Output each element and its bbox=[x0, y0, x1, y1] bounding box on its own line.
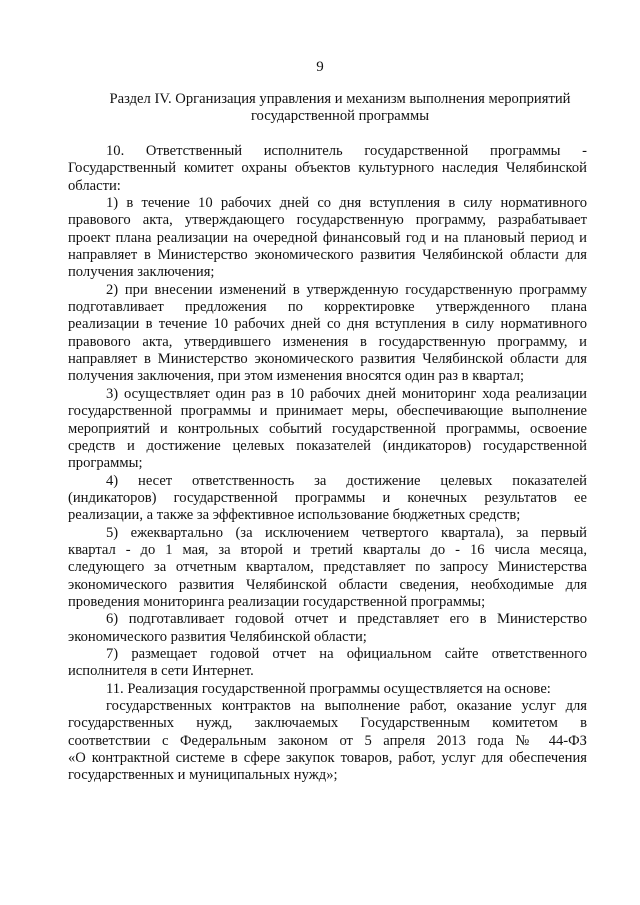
paragraph-line: 1) в течение 10 рабочих дней со дня вступления в силу нормативного bbox=[106, 195, 587, 212]
paragraph-line: 5) ежеквартально (за исключением четвертого квартала), за первый bbox=[106, 524, 587, 541]
paragraph-line: (индикаторов) государственной программы и конечных результатов ее bbox=[68, 489, 587, 506]
paragraph bbox=[68, 525, 587, 612]
paragraph-line: экономического развития Челябинской области сведения, необходимые для bbox=[68, 576, 587, 593]
document-body bbox=[68, 143, 587, 785]
paragraph-line: государственных контрактов на выполнение работ, оказание услуг для bbox=[106, 698, 587, 714]
paragraph-line: соответствии с Федеральным законом от 5 апреля 2013 года № 44-ФЗ bbox=[68, 732, 587, 749]
paragraph-line: 6) подготавливает годовой отчет и представляет его в Министерство bbox=[106, 611, 587, 628]
paragraph-line: средств и достижение целевых показателей (индикаторов) государственной bbox=[68, 437, 587, 454]
paragraph-line: 3) осуществляет один раз в 10 рабочих дней мониторинг хода реализации bbox=[106, 385, 587, 402]
section-title bbox=[90, 91, 590, 126]
paragraph-line: программы; bbox=[68, 455, 143, 472]
paragraph-line: области: bbox=[68, 177, 121, 194]
paragraph-line: экономического развития Челябинской области; bbox=[68, 628, 367, 645]
paragraph-line: квартал - до 1 мая, за второй и третий кварталы до - 16 числа месяца, bbox=[68, 541, 587, 558]
paragraph-line: 10. Ответственный исполнитель государственной программы - bbox=[106, 143, 587, 159]
paragraph-line: проведения мониторинга реализации государственной программы; bbox=[68, 593, 486, 610]
paragraph-line: реализации в течение 10 рабочих дней со дня вступления в силу нормативного bbox=[68, 316, 587, 333]
paragraph-line: получения заключения, при этом изменения вносятся один раз в квартал; bbox=[68, 368, 525, 385]
page-number: 9 bbox=[316, 59, 324, 75]
paragraph bbox=[68, 282, 587, 386]
paragraph-line: 4) несет ответственность за достижение целевых показателей bbox=[106, 472, 587, 489]
paragraph bbox=[68, 473, 587, 525]
paragraph-line: государственных нужд, заключаемых Государственным комитетом в bbox=[68, 715, 587, 732]
paragraph bbox=[68, 143, 587, 195]
paragraph bbox=[68, 698, 587, 785]
paragraph-line: государственных и муниципальных нужд»; bbox=[68, 767, 338, 784]
paragraph bbox=[68, 611, 587, 646]
paragraph-line: 2) при внесении изменений в утвержденную государственную программу bbox=[106, 281, 587, 298]
paragraph-line: мероприятий и контрольных событий государственной программы, освоение bbox=[68, 420, 587, 437]
paragraph-line: направляет в Министерство экономического развития Челябинской области для bbox=[68, 247, 587, 264]
paragraph-line: правового акта, утвердившего изменения в государственную программу, и bbox=[68, 333, 587, 350]
paragraph-line: 7) размещает годовой отчет на официальном сайте ответственного bbox=[106, 645, 587, 662]
paragraph bbox=[68, 681, 587, 698]
paragraph-line: подготавливает предложения по корректировке утвержденного плана bbox=[68, 299, 587, 316]
paragraph-line: исполнителя в сети Интернет. bbox=[68, 663, 254, 680]
paragraph-line: 11. Реализация государственной программы осуществляется на основе: bbox=[106, 680, 551, 697]
paragraph-line: Государственный комитет охраны объектов культурного наследия Челябинской bbox=[68, 160, 587, 177]
paragraph bbox=[68, 195, 587, 282]
section-title-line: государственной программы bbox=[250, 108, 430, 125]
paragraph-line: «О контрактной системе в сфере закупок товаров, работ, услуг для обеспечения bbox=[68, 750, 587, 767]
paragraph-line: направляет в Министерство экономического развития Челябинской области для bbox=[68, 351, 587, 368]
paragraph bbox=[68, 646, 587, 681]
paragraph bbox=[68, 386, 587, 473]
paragraph-line: следующего за отчетным кварталом, представляет по запросу Министерства bbox=[68, 559, 587, 576]
paragraph-line: проект плана реализации на очередной финансовый год и на плановый период и bbox=[68, 229, 587, 246]
paragraph-line: реализации, а также за эффективное использование бюджетных средств; bbox=[68, 507, 521, 524]
paragraph-line: государственной программы и принимает меры, обеспечивающие выполнение bbox=[68, 403, 587, 420]
paragraph-line: правового акта, утверждающего государственную программу, разрабатывает bbox=[68, 212, 587, 229]
paragraph-line: получения заключения; bbox=[68, 264, 215, 281]
section-title-line: Раздел IV. Организация управления и механизм выполнения мероприятий bbox=[109, 91, 571, 107]
